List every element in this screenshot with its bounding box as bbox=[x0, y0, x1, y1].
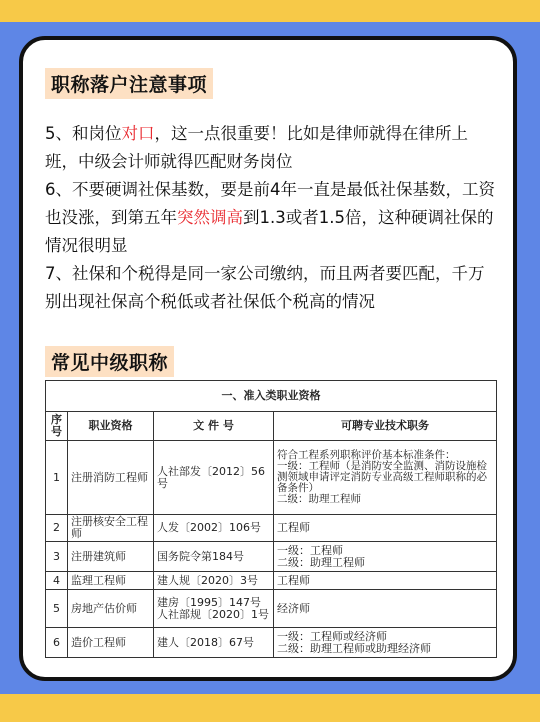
cell-qualification: 监理工程师 bbox=[68, 572, 154, 590]
cell-post: 工程师 bbox=[274, 572, 497, 590]
cell-no: 3 bbox=[46, 542, 68, 572]
cell-post: 符合工程系列职称评价基本标准条件： 一级：工程师（是消防安全监测、消防设施检测领域申请评定消防专业高级工程师职称的必备条件） 二级：助理工程师 bbox=[274, 441, 497, 515]
note-5-highlight: 对口 bbox=[121, 124, 155, 143]
cell-no: 1 bbox=[46, 441, 68, 515]
table-row bbox=[46, 590, 497, 628]
note-6-text-a: 6、不要硬调社保基数，要是前4年一直是最低社保基数，工资也没涨，到第五年 bbox=[45, 180, 495, 227]
cell-document: 建人〔2018〕67号 bbox=[154, 628, 274, 658]
table-row bbox=[46, 572, 497, 590]
notes-text bbox=[45, 120, 500, 316]
header-qualification: 职业资格 bbox=[68, 412, 154, 441]
cell-document: 建房〔1995〕147号 人社部规〔2020〕1号 bbox=[154, 590, 274, 628]
content-card bbox=[19, 36, 517, 681]
table-row bbox=[46, 515, 497, 542]
qualification-table bbox=[45, 380, 497, 658]
note-item-7: 7、社保和个税得是同一家公司缴纳，而且两者要匹配，千万别出现社保高个税低或者社保低个税高的情况 bbox=[45, 264, 485, 311]
cell-qualification: 造价工程师 bbox=[68, 628, 154, 658]
section-title-titles: 常见中级职称 bbox=[45, 346, 174, 377]
cell-post: 一级：工程师 二级：助理工程师 bbox=[274, 542, 497, 572]
note-5-text-b: ，这一点很重要！比如是律师就得在律所上班，中级会计师就得匹配财务岗位 bbox=[45, 124, 468, 171]
cell-qualification: 注册核安全工程师 bbox=[68, 515, 154, 542]
cell-post: 工程师 bbox=[274, 515, 497, 542]
cell-no: 5 bbox=[46, 590, 68, 628]
header-document: 文 件 号 bbox=[154, 412, 274, 441]
cell-document: 建人规〔2020〕3号 bbox=[154, 572, 274, 590]
table-row bbox=[46, 542, 497, 572]
cell-no: 4 bbox=[46, 572, 68, 590]
cell-document: 人发〔2002〕106号 bbox=[154, 515, 274, 542]
cell-qualification: 注册消防工程师 bbox=[68, 441, 154, 515]
table-row bbox=[46, 441, 497, 515]
cell-post: 一级：工程师或经济师 二级：助理工程师或助理经济师 bbox=[274, 628, 497, 658]
cell-document: 人社部发〔2012〕56号 bbox=[154, 441, 274, 515]
header-no: 序号 bbox=[46, 412, 68, 441]
cell-qualification: 注册建筑师 bbox=[68, 542, 154, 572]
cell-qualification: 房地产估价师 bbox=[68, 590, 154, 628]
cell-post: 经济师 bbox=[274, 590, 497, 628]
cell-no: 6 bbox=[46, 628, 68, 658]
section-title-notes: 职称落户注意事项 bbox=[45, 68, 213, 99]
cell-no: 2 bbox=[46, 515, 68, 542]
table-row bbox=[46, 628, 497, 658]
note-item-6 bbox=[45, 176, 500, 260]
note-5-text-a: 5、和岗位 bbox=[45, 124, 122, 143]
cell-document: 国务院令第184号 bbox=[154, 542, 274, 572]
note-6-text-b: 到1.3或者1.5倍，这种硬调社保的情况很明显 bbox=[45, 208, 494, 255]
note-item-5 bbox=[45, 120, 500, 176]
note-6-highlight: 突然调高 bbox=[177, 208, 243, 227]
header-post: 可聘专业技术职务 bbox=[274, 412, 497, 441]
table-caption: 一、准入类职业资格 bbox=[46, 381, 497, 412]
